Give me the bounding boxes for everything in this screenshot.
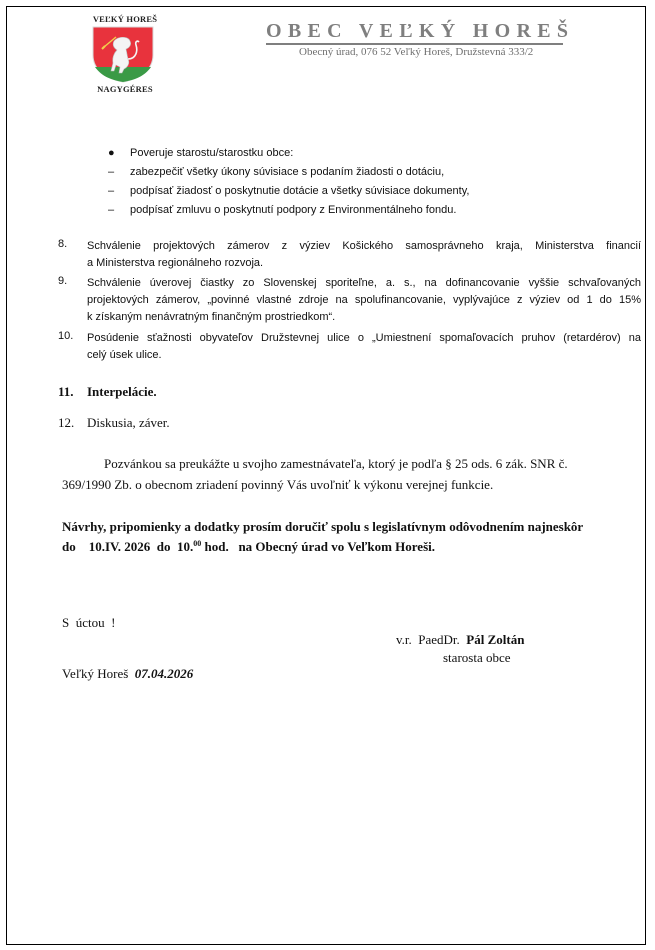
notice-line: Pozvánkou sa preukážte u svojho zamestnávateľa, ktorý je podľa § 25 ods. 6 zák. SNR č.	[104, 456, 568, 471]
signature-name: Pál Zoltán	[466, 632, 525, 647]
notice-line: 369/1990 Zb. o obecnom zriadení povinný Vás uvoľniť k výkonu verejnej funkcie.	[62, 477, 494, 492]
dash-text: podpísať žiadosť o poskytnutie dotácie a všetky súvisiace dokumenty,	[130, 185, 470, 197]
title-underline	[266, 43, 563, 45]
agenda-line: projektových zámerov, „povinné vlastné zdroje na spolufinancovanie, vyplývajúce z výziev od 1 do 15%	[87, 294, 641, 306]
dash-icon: –	[108, 166, 115, 178]
crest-bottom-label: NAGYGÉRES	[97, 84, 153, 94]
place-date	[62, 666, 193, 682]
agenda-line: Schválenie projektových zámerov z výziev Košického samosprávneho kraja, Ministerstva financií	[87, 240, 641, 252]
agenda-number: 12.	[58, 415, 75, 430]
deadline-minutes: 00	[193, 539, 202, 548]
agenda-text: Interpelácie.	[87, 384, 157, 399]
deadline-notice	[62, 517, 638, 557]
municipality-address: Obecný úrad, 076 52 Veľký Horeš, Družstevná 333/2	[299, 46, 534, 58]
dash-text: zabezpečiť všetky úkony súvisiace s podaním žiadosti o dotáciu,	[130, 166, 445, 178]
agenda-item-11	[58, 384, 157, 400]
agenda-item-10	[58, 330, 641, 364]
dash-text: podpísať zmluvu o poskytnutí podpory z Environmentálneho fondu.	[130, 204, 457, 216]
agenda-line: a Ministerstva regionálneho rozvoja.	[87, 257, 264, 269]
crest-top-label: VEĽKÝ HOREŠ	[92, 14, 158, 24]
date: 07.04.2026	[134, 666, 194, 681]
agenda-item-12	[58, 415, 170, 431]
municipality-title: OBEC VEĽKÝ HOREŠ	[266, 20, 575, 42]
coat-of-arms-icon	[90, 25, 156, 83]
signature-role: starosta obce	[443, 650, 511, 665]
deadline-date: do 10.IV. 2026 do 10.	[62, 539, 194, 554]
deadline-line: Návrhy, pripomienky a dodatky prosím doručiť spolu s legislatívnym odôvodnením najneskôr	[62, 519, 584, 534]
agenda-line: k získaným nenávratným finančným prostriedkom“.	[87, 311, 336, 323]
agenda-item-9	[58, 275, 641, 326]
agenda-item-8	[58, 238, 641, 272]
greeting: S úctou !	[62, 615, 116, 630]
place: Veľký Horeš	[62, 666, 135, 681]
agenda-number: 11.	[58, 384, 74, 399]
signature-title: v.r. PaedDr.	[396, 632, 467, 647]
dash-icon: –	[108, 185, 115, 197]
dash-icon: –	[108, 204, 115, 216]
signature	[396, 632, 524, 648]
bullet-text: Poveruje starostu/starostku obce:	[130, 147, 294, 159]
agenda-line: Schválenie úverovej čiastky zo Slovenskej sporiteľne, a. s., na dofinancovanie vyššie schvaľovaných	[87, 277, 641, 289]
agenda-number: 8.	[58, 238, 68, 250]
deadline-line	[62, 537, 638, 557]
agenda-line: celý úsek ulice.	[87, 349, 162, 361]
bullet-icon: ●	[108, 147, 115, 159]
agenda-number: 10.	[58, 330, 74, 342]
agenda-number: 9.	[58, 275, 68, 287]
deadline-place: hod. na Obecný úrad vo Veľkom Horeši.	[201, 539, 435, 554]
employer-notice	[62, 453, 622, 495]
agenda-line: Posúdenie sťažnosti obyvateľov Družstevnej ulice o „Umiestnení spomaľovacích pruhov (retardérov) na	[87, 332, 641, 344]
agenda-text: Diskusia, záver.	[87, 415, 170, 430]
